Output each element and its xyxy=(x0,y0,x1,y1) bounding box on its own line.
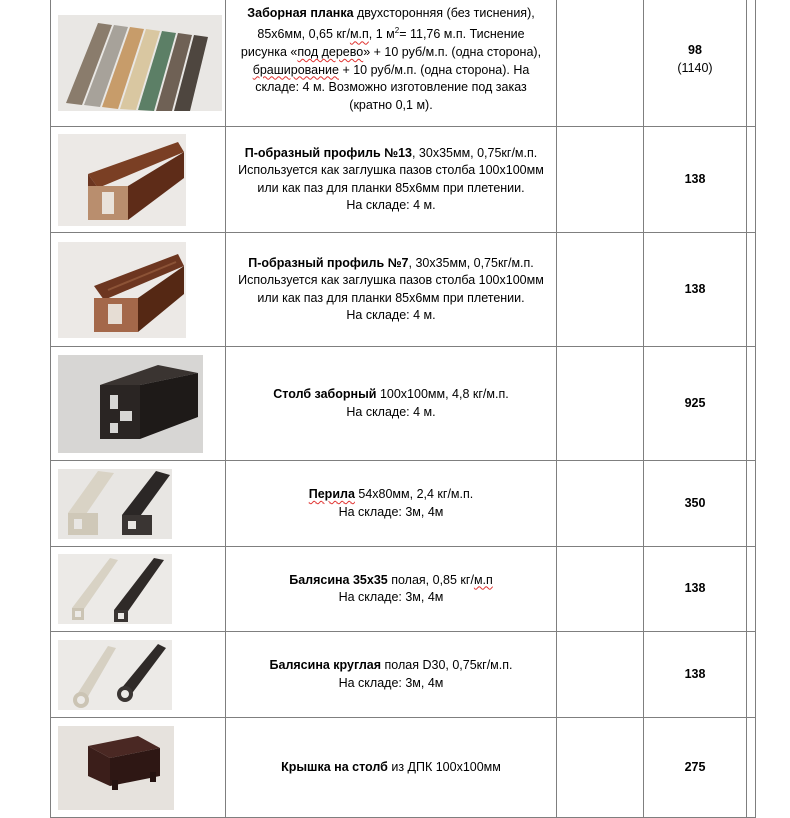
empty-cell xyxy=(747,461,756,547)
price-value: 350 xyxy=(684,495,706,510)
product-name: Балясина 35х35 xyxy=(289,572,388,587)
product-photo-post-cap xyxy=(58,726,174,810)
product-image-cell xyxy=(51,0,226,127)
product-description: Балясина круглая полая D30, 0,75кг/м.п. На складе: 3м, 4м xyxy=(226,632,557,718)
empty-cell xyxy=(747,233,756,347)
product-name: Балясина круглая xyxy=(269,658,382,672)
empty-cell xyxy=(557,0,644,127)
product-description: Заборная планка двухсторонняя (без тиснения), 85х6мм, 0,65 кг/м.п, 1 $м^2= 11,76$ м.п. Тиснение рисунка «под дерево» + 10 руб/м.п. (одна сторона), браширование + 10 руб/м.п. (одна сторона). На складе: 4 м. Возможно изготовление под заказ (кратно 0,1 м). xyxy=(226,0,557,127)
price-cell xyxy=(644,461,747,547)
empty-cell xyxy=(557,347,644,461)
empty-cell xyxy=(557,461,644,547)
price-cell xyxy=(644,0,747,127)
empty-cell xyxy=(557,632,644,718)
price-per-m2: (1140) xyxy=(677,60,713,75)
product-description: Перила 54х80мм, 2,4 кг/м.п. На складе: 3м, 4м xyxy=(226,461,557,547)
table-row xyxy=(51,547,756,632)
price-cell xyxy=(644,347,747,461)
price-cell xyxy=(644,233,747,347)
product-photo-u-profile-ribbed xyxy=(58,242,186,338)
price-value: 138 xyxy=(684,666,706,681)
table-row xyxy=(51,347,756,461)
product-description: Балясина 35х35 полая, 0,85 кг/м.п На складе: 3м, 4м xyxy=(226,547,557,632)
empty-cell xyxy=(747,632,756,718)
empty-cell xyxy=(557,233,644,347)
table-row xyxy=(51,233,756,347)
price-cell xyxy=(644,718,747,818)
product-photo-decking-planks xyxy=(58,15,222,111)
product-image-cell xyxy=(51,347,226,461)
product-name: Перила xyxy=(308,487,355,501)
product-description: П-образный профиль №7, 30х35мм, 0,75кг/м.п. Используется как заглушка пазов столба 100х100мм или как паз для планки 85х6мм при плетении. На складе: 4 м. xyxy=(226,233,557,347)
empty-cell xyxy=(747,127,756,233)
table-row xyxy=(51,0,756,127)
price-value: 138 xyxy=(684,281,706,296)
price-value: 925 xyxy=(684,395,706,410)
product-description: Крышка на столб из ДПК 100х100мм xyxy=(226,718,557,818)
empty-cell xyxy=(557,127,644,233)
price-value: 275 xyxy=(684,759,706,774)
product-photo-handrails xyxy=(58,469,172,539)
product-name: П-образный профиль №13 xyxy=(244,145,412,160)
empty-cell xyxy=(557,718,644,818)
empty-cell xyxy=(747,0,756,127)
product-name: Крышка на столб xyxy=(281,759,388,774)
price-value: 138 xyxy=(684,581,706,596)
product-table xyxy=(50,0,756,818)
price-value: 98 xyxy=(688,43,702,57)
table-row xyxy=(51,127,756,233)
empty-cell xyxy=(747,547,756,632)
product-photo-fence-post xyxy=(58,355,203,453)
price-cell xyxy=(644,632,747,718)
price-cell xyxy=(644,127,747,233)
product-image-cell xyxy=(51,632,226,718)
table-row xyxy=(51,718,756,818)
product-image-cell xyxy=(51,233,226,347)
price-cell xyxy=(644,547,747,632)
product-photo-square-balusters xyxy=(58,554,172,624)
table-row xyxy=(51,461,756,547)
empty-cell xyxy=(747,347,756,461)
price-value: 138 xyxy=(684,171,706,186)
product-description: П-образный профиль №13, 30х35мм, 0,75кг/м.п. Используется как заглушка пазов столба 100х100мм или как паз для планки 85х6мм при плетении. На складе: 4 м. xyxy=(226,127,557,233)
product-image-cell xyxy=(51,718,226,818)
product-name: Столб заборный xyxy=(273,387,377,401)
product-image-cell xyxy=(51,127,226,233)
product-name: П-образный профиль №7 xyxy=(248,255,409,270)
product-photo-round-balusters xyxy=(58,640,172,710)
product-description: Столб заборный 100х100мм, 4,8 кг/м.п. На складе: 4 м. xyxy=(226,347,557,461)
empty-cell xyxy=(747,718,756,818)
product-image-cell xyxy=(51,461,226,547)
product-name: Заборная планка xyxy=(247,5,354,20)
table-row xyxy=(51,632,756,718)
product-photo-u-profile xyxy=(58,134,186,226)
product-image-cell xyxy=(51,547,226,632)
empty-cell xyxy=(557,547,644,632)
